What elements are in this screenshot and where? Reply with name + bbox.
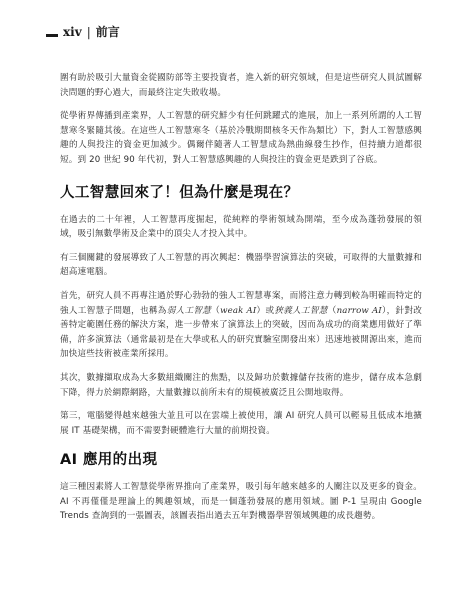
paragraph-first-text-b: ，針對改善特定範圍任務的解決方案，進一步帶來了演算法上的突破，因而為成功的商業應用做好了準備，許多演算法（通常最初是在大學或私人的研究實驗室開發出來）迅速地被開源出來，進而加快這些技術被產業所採用。 — [60, 305, 423, 360]
paragraph-resurgence: 在過去的二十年裡，人工智慧再度掘起，從純粹的學術領域為開端，至今成為蓬勃發展的領域，吸引無數學術及企業中的頂尖人才投入其中。 — [60, 214, 422, 240]
page-body — [60, 71, 422, 533]
header-separator: | — [86, 25, 91, 39]
term-or: 或 — [265, 305, 275, 316]
section-title: 前言 — [95, 25, 120, 39]
paragraph-second-data: 其次，數據擷取成為大多數組織關注的焦點，以及歸功於數據儲存技術的進步，儲存成本急劇下降，得力於網際網路，大量數據以前所未有的規模被廣泛且公開地取得。 — [60, 372, 422, 398]
paragraph-ai-applications: 這三種因素將人工智慧從學術界推向了產業界，吸引每年越來越多的人關注以及更多的資金。AI 不再僅僅是理論上的興趣領域，而是一個蓬勃發展的應用領域。圖 P-1 呈現由 Google Trends 查詢到的一張圖表，該圖表指出過去五年對機器學習領域興趣的成長趨勢。 — [60, 482, 422, 522]
section-heading-ai-applications: AI 應用的出現 — [60, 452, 158, 469]
paragraph-intro-2: 從學術界傳播到產業界，人工智慧的研究鮮少有任何跳躍式的進展，加上一系列所謂的人工智慧寒冬緊隨其後。在這些人工智慧寒冬（基於冷戰期間核冬天作為類比）下，對人工智慧感興趣的人與投注的資金更加減少。偶爾伴隨著人工智慧成為熱曲線發生抄作，但持續力道都很短。到 20 世紀 90 年代初，對人工智慧感興趣的人與投注的資金更是跌到了谷底。 — [60, 111, 422, 165]
term-narrow-ai-en: narrow AI — [336, 305, 382, 316]
header-rule — [46, 34, 58, 37]
term-weak-ai-en: weak AI — [220, 305, 257, 316]
section-heading-why-now: 人工智慧回來了！但為什麼是現在？ — [60, 184, 299, 201]
paragraph-third-compute: 第三，電腦變得越來越強大並且可以在雲端上被使用，讓 AI 研究人員可以輕易且低成本地擴展 IT 基礎架構，而不需要對硬體進行大量的前期投資。 — [60, 411, 422, 436]
paragraph-first-algorithms: 首先，研究人員不再專注過於野心勃勃的強人工智慧專案，而將注意力轉到較為明確而特定的強人工智慧子問題，也稱為弱人工智慧（weak AI）或狹義人工智慧（narrow AI），針對改善特定範圍任務的解決方案，進一步帶來了演算法上的突破，因而為成功的商業應用做好了準備，許多演算法（通常最初是在大學或私人的研究實驗室開發出來）迅速地被開源出來，進而加快這些技術被產業所採用。 — [60, 290, 423, 360]
term-weak-ai-cn: 弱人工智慧 — [166, 305, 212, 316]
paragraph-three-developments: 有三個關鍵的發展導致了人工智慧的再次興起：機器學習演算法的突破，可取得的大量數據和超高速電腦。 — [60, 252, 422, 278]
paragraph-intro-1: 圍有助於吸引大量資金從國防部等主要投資者，進入新的研究領域，但是這些研究人員試圖解決問題的野心過大，而最終注定失敗收場。 — [60, 73, 422, 98]
running-head — [46, 26, 120, 38]
term-narrow-ai-cn: 狹義人工智慧 — [274, 305, 328, 316]
paragraph-first-text-a: 首先，研究人員不再專注過於野心勃勃的強人工智慧專案，而將注意力轉到較為明確而特定的強人工智慧子問題，也稱為 — [60, 290, 422, 316]
page-number: xiv — [63, 25, 82, 39]
